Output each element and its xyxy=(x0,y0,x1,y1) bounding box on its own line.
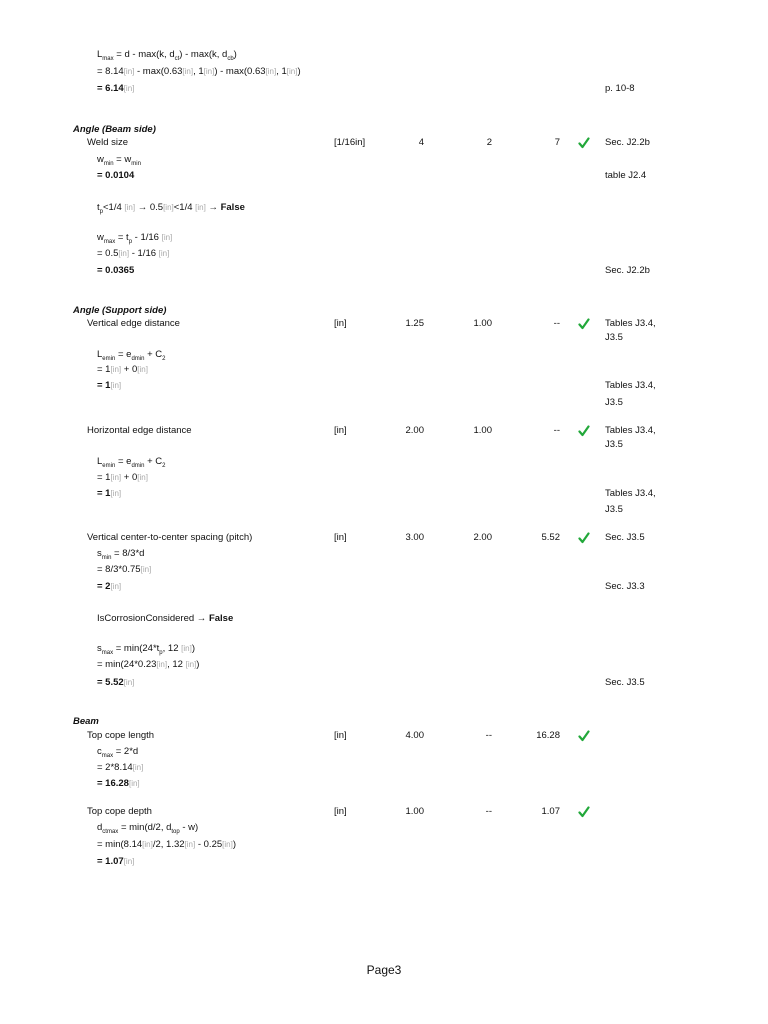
reference-text: Tables J3.4, xyxy=(605,425,656,436)
min-cell: -- xyxy=(485,806,492,817)
row-label-top-cope-depth: Top cope depth xyxy=(87,806,152,817)
value-cell: 1.25 xyxy=(405,318,424,329)
max-cell: 1.07 xyxy=(541,806,560,817)
reference-text: Sec. J3.5 xyxy=(605,677,645,688)
formula-wmax-substitution: = 0.5[in] - 1/16 [in] xyxy=(97,248,170,259)
value-cell: 4 xyxy=(418,137,424,148)
formula-cmax-definition: $c_{max} = 2*d$ xyxy=(97,746,139,759)
reference-text: Tables J3.4, xyxy=(605,318,656,329)
reference-text: J3.5 xyxy=(605,332,623,343)
min-cell: 2 xyxy=(486,137,492,148)
unit-cell: [in] xyxy=(334,425,347,436)
corrosion-label: IsCorrosionConsidered xyxy=(97,613,195,624)
min-cell: 2.00 xyxy=(473,532,492,543)
reference-text: Tables J3.4, xyxy=(605,488,656,499)
reference-text: Sec. J2.2b xyxy=(605,265,650,276)
formula-lemin-definition: $L_{emin} = e_{dmin} + C_2$ xyxy=(97,349,166,362)
formula-smin-substitution: = 8/3*0.75[in] xyxy=(97,564,152,575)
value-cell: 3.00 xyxy=(405,532,424,543)
formula-smax-definition: $s_{max} = \min(24*t_p$, 12 [in]) xyxy=(97,643,195,656)
row-label-pitch: Vertical center-to-center spacing (pitch) xyxy=(87,532,253,543)
formula-wmin-result: = 0.0104 xyxy=(97,170,135,181)
formula-dctmax-definition: $d_{ctmax} = \min(d/2$, $d_{top} - w$) xyxy=(97,822,199,835)
condition-plate-thickness: $t_p<1/4$ [in] → 0.5[in]<1/4 [in] → False xyxy=(97,202,245,215)
check-icon xyxy=(578,806,590,818)
reference-text: Sec. J3.3 xyxy=(605,581,645,592)
formula-lmax-definition: $L_{max} = d - \max(k$, $d_{ct}) - \max(k$, $d_{cb}$) xyxy=(97,49,237,62)
formula-wmin-definition: $w_{min} = w_{min}$ xyxy=(97,154,141,167)
max-cell: -- xyxy=(553,318,560,329)
reference-text: table J2.4 xyxy=(605,170,647,181)
section-title-angle-support: Angle (Support side) xyxy=(73,305,167,316)
formula-lemin-substitution: = 1[in] + 0[in] xyxy=(97,364,148,375)
reference-text: Tables J3.4, xyxy=(605,380,656,391)
reference-text: J3.5 xyxy=(605,504,623,515)
formula-lemin-result: = 1[in] xyxy=(97,488,122,499)
value-cell: 1.00 xyxy=(405,806,424,817)
unit-cell: [1/16in] xyxy=(334,137,366,148)
reference-text: J3.5 xyxy=(605,439,623,450)
unit-cell: [in] xyxy=(334,532,347,543)
formula-cmax-substitution: = 2*8.14[in] xyxy=(97,762,144,773)
formula-smin-definition: $s_{min} = 8/3*d$ xyxy=(97,548,145,561)
reference-text: Sec. J3.5 xyxy=(605,532,645,543)
unit-cell: [in] xyxy=(334,806,347,817)
formula-dctmax-result: = 1.07[in] xyxy=(97,856,135,867)
formula-smin-result: = 2[in] xyxy=(97,581,122,592)
max-cell: 7 xyxy=(554,137,560,148)
reference-text: Sec. J2.2b xyxy=(605,137,650,148)
formula-wmax-result: = 0.0365 xyxy=(97,265,135,276)
condition-corrosion: IsCorrosionConsidered → False xyxy=(97,613,234,624)
formula-lmax-substitution: = 8.14[in] - max(0.63[in], 1[in]) - max(0.63[in], 1[in]) xyxy=(97,66,301,77)
row-label-weld-size: Weld size xyxy=(87,137,129,148)
row-label-top-cope-length: Top cope length xyxy=(87,730,155,741)
max-cell: 5.52 xyxy=(541,532,560,543)
formula-lemin-definition: $L_{emin} = e_{dmin} + C_2$ xyxy=(97,456,166,469)
section-title-beam: Beam xyxy=(73,716,99,727)
min-cell: -- xyxy=(485,730,492,741)
min-cell: 1.00 xyxy=(473,318,492,329)
check-icon xyxy=(578,425,590,437)
reference-text: p. 10-8 xyxy=(605,83,635,94)
formula-smax-result: = 5.52[in] xyxy=(97,677,135,688)
check-icon xyxy=(578,137,590,149)
unit-cell: [in] xyxy=(334,730,347,741)
formula-dctmax-substitution: = min(8.14[in]/2, 1.32[in] - 0.25[in]) xyxy=(97,839,236,850)
max-cell: 16.28 xyxy=(536,730,560,741)
check-icon xyxy=(578,318,590,330)
formula-lmax-result: = 6.14[in] xyxy=(97,83,135,94)
corrosion-value: False xyxy=(208,613,234,624)
check-icon xyxy=(578,532,590,544)
max-cell: -- xyxy=(553,425,560,436)
formula-smax-substitution: = min(24*0.23[in], 12 [in]) xyxy=(97,659,200,670)
page-number: Page3 xyxy=(366,963,402,977)
reference-text: J3.5 xyxy=(605,397,623,408)
value-cell: 4.00 xyxy=(405,730,424,741)
row-label-horizontal-edge-distance: Horizontal edge distance xyxy=(87,425,192,436)
unit-cell: [in] xyxy=(334,318,347,329)
formula-cmax-result: = 16.28[in] xyxy=(97,778,140,789)
formula-lemin-substitution: = 1[in] + 0[in] xyxy=(97,472,148,483)
formula-wmax-definition: $w_{max} = t_p - 1/16$ [in] xyxy=(97,232,173,245)
section-title-angle-beam: Angle (Beam side) xyxy=(73,124,156,135)
value-cell: 2.00 xyxy=(405,425,424,436)
min-cell: 1.00 xyxy=(473,425,492,436)
check-icon xyxy=(578,730,590,742)
row-label-vertical-edge-distance: Vertical edge distance xyxy=(87,318,180,329)
formula-lemin-result: = 1[in] xyxy=(97,380,122,391)
